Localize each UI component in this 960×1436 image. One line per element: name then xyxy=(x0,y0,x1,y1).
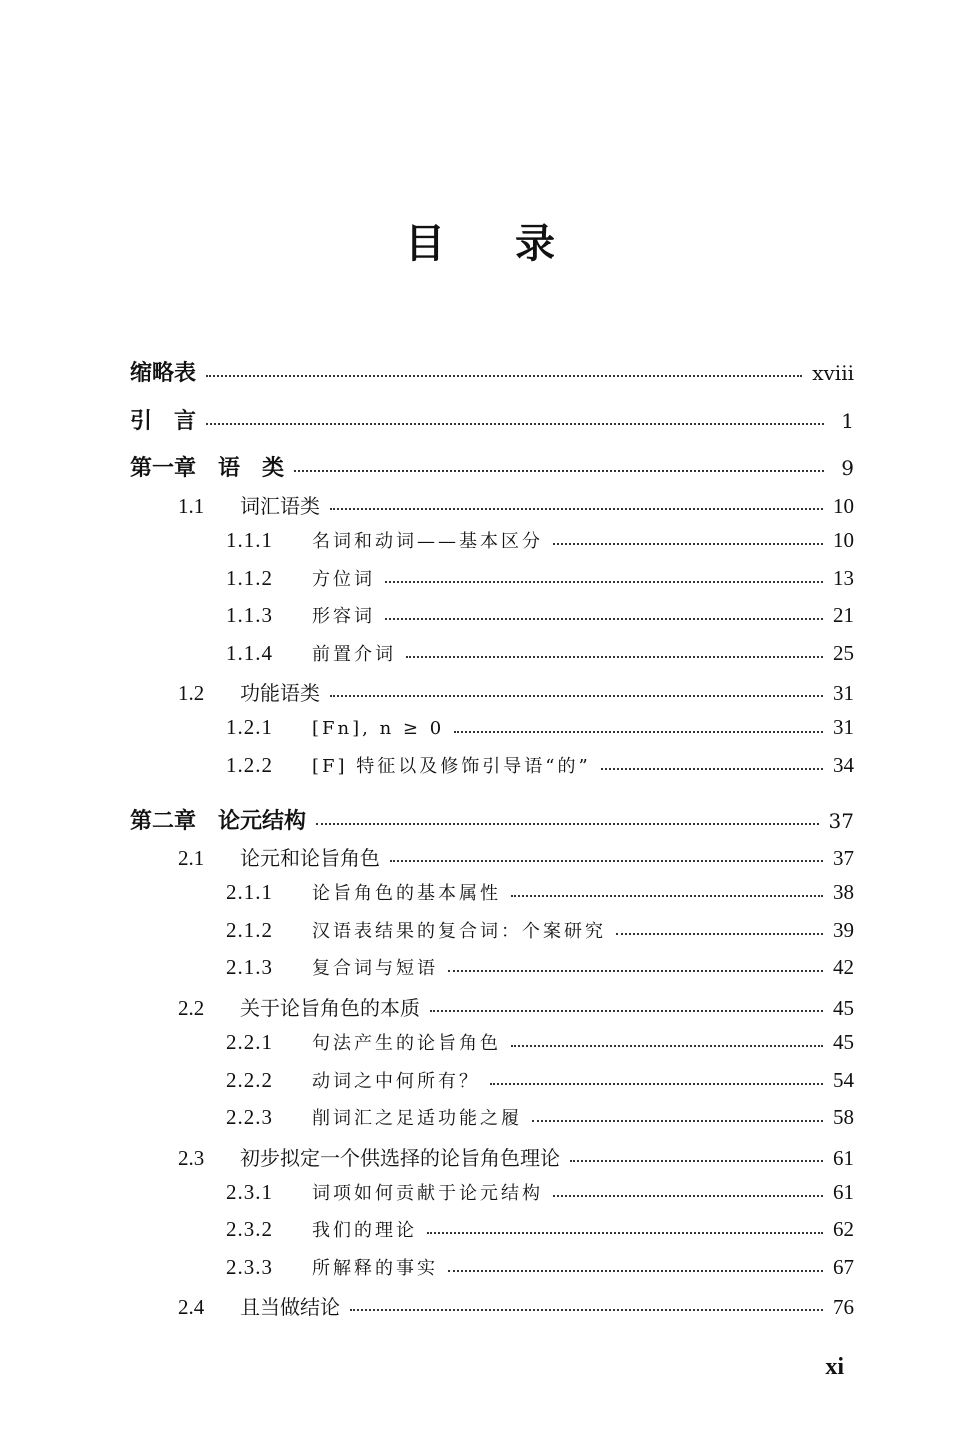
toc-entry-label: 论旨角色的基本属性 xyxy=(312,883,501,904)
toc-entry-label: 第一章 语 类 xyxy=(130,456,285,481)
toc-entry-label: 动词之中何所有？ xyxy=(312,1071,480,1092)
dot-leader xyxy=(448,1270,823,1272)
toc-entry-page: 31 xyxy=(833,681,854,705)
toc-entry-number: 1.1.4 xyxy=(226,641,273,665)
toc-entry-label: 词项如何贡献于论元结构 xyxy=(312,1183,543,1204)
dot-leader xyxy=(316,823,819,825)
dot-leader xyxy=(406,656,823,658)
dot-leader xyxy=(448,970,823,972)
toc-entry-number: 2.3.2 xyxy=(226,1217,273,1241)
toc-entry-page: 58 xyxy=(833,1105,854,1129)
dot-leader xyxy=(350,1309,823,1311)
toc-entry-page: 13 xyxy=(833,566,854,590)
toc-chapter-entry[interactable] xyxy=(0,404,960,435)
dot-leader xyxy=(511,1045,823,1047)
toc-entry-page: 9 xyxy=(841,456,854,480)
dot-leader xyxy=(430,1010,823,1012)
dot-leader xyxy=(490,1083,823,1085)
dot-leader xyxy=(454,731,823,733)
toc-subsection-entry[interactable] xyxy=(0,1216,960,1242)
toc-section-entry[interactable] xyxy=(0,842,960,871)
toc-entry-label: [F] 特征以及修饰引导语“的” xyxy=(312,756,591,777)
toc-entry-page: 54 xyxy=(833,1068,854,1092)
toc-entry-label: 汉语表结果的复合词：个案研究 xyxy=(312,921,606,942)
toc-entry-label: 方位词 xyxy=(312,569,375,590)
toc-subsection-entry[interactable] xyxy=(0,715,960,740)
toc-entry-number: 1.2.1 xyxy=(226,715,273,739)
toc-entry-number: 1.1.2 xyxy=(226,566,273,590)
toc-entry-page: xviii xyxy=(812,361,854,385)
toc-chapter-entry[interactable] xyxy=(0,804,960,835)
toc-subsection-entry[interactable] xyxy=(0,954,960,980)
toc-section-entry[interactable] xyxy=(0,677,960,706)
toc-entry-label: 削词汇之足适功能之履 xyxy=(312,1108,522,1129)
toc-entry-label: 引 言 xyxy=(130,409,197,434)
toc-section-entry[interactable] xyxy=(0,1142,960,1171)
toc-entry-number: 1.2 xyxy=(178,681,205,705)
toc-entry-page: 1 xyxy=(841,409,854,433)
dot-leader xyxy=(601,768,823,770)
toc-subsection-entry[interactable] xyxy=(0,917,960,943)
toc-entry-page: 76 xyxy=(833,1295,854,1319)
toc-entry-number: 2.3.1 xyxy=(226,1180,273,1204)
dot-leader xyxy=(553,1195,823,1197)
toc-chapter-entry[interactable] xyxy=(0,356,960,387)
toc-entry-number: 2.2.2 xyxy=(226,1068,273,1092)
toc-entry-page: 42 xyxy=(833,955,854,979)
toc-entry-number: 2.4 xyxy=(178,1295,205,1319)
toc-entry-page: 62 xyxy=(833,1217,854,1241)
toc-subsection-entry[interactable] xyxy=(0,752,960,778)
dot-leader xyxy=(570,1160,823,1162)
toc-entry-number: 2.2.1 xyxy=(226,1030,273,1054)
toc-entry-page: 61 xyxy=(833,1180,854,1204)
dot-leader xyxy=(206,375,802,377)
toc-entry-number: 2.3 xyxy=(178,1146,205,1170)
dot-leader xyxy=(330,508,823,510)
toc-section-entry[interactable] xyxy=(0,1291,960,1320)
toc-entry-number: 1.1.1 xyxy=(226,528,273,552)
toc-entry-label: 句法产生的论旨角色 xyxy=(312,1033,501,1054)
dot-leader xyxy=(206,423,824,425)
dot-leader xyxy=(390,860,823,862)
dot-leader xyxy=(511,895,823,897)
toc-entry-label: 我们的理论 xyxy=(312,1220,417,1241)
toc-entry-number: 2.3.3 xyxy=(226,1255,273,1279)
toc-entry-label: 复合词与短语 xyxy=(312,958,438,979)
toc-entry-number: 1.1 xyxy=(178,494,205,518)
toc-entry-number: 2.1.2 xyxy=(226,918,273,942)
toc-entry-page: 10 xyxy=(833,494,854,518)
toc-entry-label: 论元和论旨角色 xyxy=(240,846,380,870)
toc-entry-label: 词汇语类 xyxy=(240,494,320,518)
toc-entry-page: 10 xyxy=(833,528,854,552)
toc-entry-number: 2.1 xyxy=(178,846,205,870)
toc-subsection-entry[interactable] xyxy=(0,1029,960,1055)
toc-entry-label: 第二章 论元结构 xyxy=(130,809,307,834)
toc-subsection-entry[interactable] xyxy=(0,602,960,628)
toc-entry-label: 形容词 xyxy=(312,606,375,627)
toc-subsection-entry[interactable] xyxy=(0,527,960,553)
toc-entry-page: 45 xyxy=(833,1030,854,1054)
toc-subsection-entry[interactable] xyxy=(0,1067,960,1093)
dot-leader xyxy=(385,581,823,583)
toc-subsection-entry[interactable] xyxy=(0,1179,960,1205)
toc-chapter-entry[interactable] xyxy=(0,451,960,482)
toc-entry-label: 缩略表 xyxy=(130,361,197,386)
page-number: xi xyxy=(825,1354,844,1380)
toc-entry-page: 31 xyxy=(833,715,854,739)
toc-subsection-entry[interactable] xyxy=(0,640,960,666)
toc-entry-page: 34 xyxy=(833,753,854,777)
toc-entry-label: [Fn], n ≥ 0 xyxy=(312,718,445,739)
toc-subsection-entry[interactable] xyxy=(0,1104,960,1130)
toc-subsection-entry[interactable] xyxy=(0,565,960,591)
toc-section-entry[interactable] xyxy=(0,992,960,1021)
toc-section-entry[interactable] xyxy=(0,490,960,519)
dot-leader xyxy=(616,933,823,935)
toc-entry-page: 61 xyxy=(833,1146,854,1170)
toc-subsection-entry[interactable] xyxy=(0,879,960,905)
toc-entry-page: 37 xyxy=(828,809,854,833)
toc-entry-page: 45 xyxy=(833,996,854,1020)
dot-leader xyxy=(330,695,823,697)
toc-entry-number: 1.2.2 xyxy=(226,753,273,777)
toc-entry-number: 2.1.3 xyxy=(226,955,273,979)
toc-entry-page: 37 xyxy=(833,846,854,870)
toc-entry-label: 关于论旨角色的本质 xyxy=(240,996,420,1020)
toc-subsection-entry[interactable] xyxy=(0,1254,960,1280)
dot-leader xyxy=(385,618,823,620)
toc-entry-page: 39 xyxy=(833,918,854,942)
dot-leader xyxy=(294,470,824,472)
toc-entry-number: 1.1.3 xyxy=(226,603,273,627)
dot-leader xyxy=(532,1120,823,1122)
toc-entry-label: 功能语类 xyxy=(240,681,320,705)
page-title: 目录 xyxy=(405,221,625,267)
toc-entry-label: 初步拟定一个供选择的论旨角色理论 xyxy=(240,1146,560,1170)
dot-leader xyxy=(427,1232,823,1234)
toc-entry-label: 所解释的事实 xyxy=(312,1258,438,1279)
toc-entry-page: 38 xyxy=(833,880,854,904)
toc-entry-page: 67 xyxy=(833,1255,854,1279)
toc-entry-number: 2.1.1 xyxy=(226,880,273,904)
toc-entry-page: 25 xyxy=(833,641,854,665)
toc-entry-page: 21 xyxy=(833,603,854,627)
toc-entry-label: 名词和动词——基本区分 xyxy=(312,531,543,552)
dot-leader xyxy=(553,543,823,545)
toc-entry-number: 2.2 xyxy=(178,996,205,1020)
toc-entry-label: 且当做结论 xyxy=(240,1295,340,1319)
toc-entry-label: 前置介词 xyxy=(312,644,396,665)
toc-entry-number: 2.2.3 xyxy=(226,1105,273,1129)
